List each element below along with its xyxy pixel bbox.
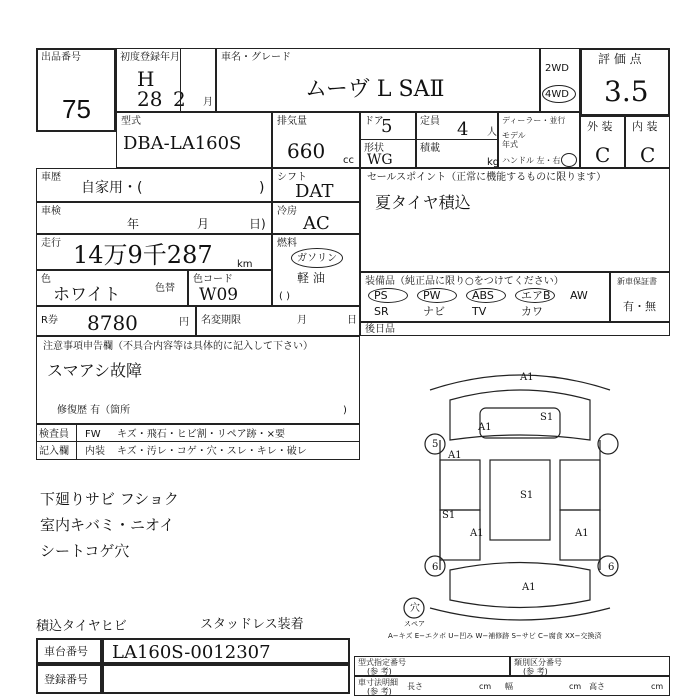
equipment-circle [515, 288, 555, 303]
exterior-label: 外 装 [587, 120, 613, 133]
doors: 5 [381, 116, 393, 137]
fuel-diesel: 軽 油 [297, 271, 325, 285]
displacement-cell [272, 112, 360, 168]
fuel-other: ( ) [279, 291, 290, 302]
chassis-number: LA160S-0012307 [112, 642, 271, 663]
interior-grade: C [640, 143, 656, 167]
note-seat-burn: シートコゲ穴 [40, 542, 130, 560]
notes-label: 注意事項申告欄（不具合内容等は具体的に記入して下さい） [43, 341, 313, 352]
chassis-label-cell [36, 638, 102, 664]
handle-right-circle [561, 153, 577, 167]
history-cell [36, 168, 272, 202]
size-width-cm: cm [569, 682, 582, 691]
load-label: 積載 [420, 143, 440, 154]
damage-mark: A1 [522, 582, 536, 593]
shape: WG [367, 152, 393, 168]
inspector-items-exterior: キズ・飛石・ヒビ割・リペア跡・×要 [117, 429, 285, 440]
lot-number-label: 出品番号 [41, 52, 81, 63]
inspection-day: 日) [249, 217, 266, 231]
dereg-cell [196, 306, 360, 336]
equipment-item: ABS [472, 289, 494, 302]
history-close: ) [259, 180, 265, 196]
reg-number-cell [102, 664, 350, 694]
cooling-label: 冷房 [277, 206, 297, 217]
damage-mark: S1 [520, 490, 534, 501]
inspection-cell [36, 202, 272, 234]
fuel-gasoline-circle [291, 248, 343, 268]
drive-4wd-circle [542, 85, 576, 103]
repair-history-close: ) [343, 405, 347, 416]
dereg-label: 名変期限 [201, 315, 241, 326]
damage-mark: A1 [448, 450, 462, 461]
size-width: 幅 [505, 682, 513, 691]
shift-label: シフト [277, 172, 307, 183]
inspector-cell [36, 424, 360, 460]
reg-divider [180, 48, 181, 112]
class-no-cell [510, 656, 670, 676]
displacement-label: 排気量 [277, 116, 307, 127]
inspection-label: 車検 [41, 206, 61, 217]
size-length: 長さ [407, 682, 423, 691]
mileage-unit: km [237, 259, 253, 270]
type-no-cell [354, 656, 510, 676]
reg-number-label: 登録番号 [44, 673, 88, 686]
displacement: 660 [287, 139, 326, 163]
equipment-item: ナビ [423, 305, 445, 318]
equipment-label: 装備品（純正品に限り○をつけてください） [365, 276, 564, 287]
lot-number-cell [36, 48, 116, 132]
equipment-item: エアB [521, 289, 551, 302]
recycle-unit: 円 [179, 317, 189, 328]
capacity-unit: 人 [487, 127, 497, 138]
damage-legend: A−キズ E−エクボ U−凹み W−補修跡 S−サビ C−腐食 XX−交換済 [388, 632, 602, 640]
right-door-front [560, 460, 600, 510]
inspector-mid [36, 441, 360, 442]
after-items-cell [360, 322, 670, 336]
inspector-div [76, 424, 77, 460]
drive-2wd: 2WD [545, 63, 569, 74]
size-label: 車寸法明細 [358, 678, 398, 687]
class-no-sub: (参 考) [523, 667, 548, 676]
notes-text: スマアシ故障 [47, 361, 143, 380]
shape-label: 形状 [364, 143, 384, 154]
score-cell [580, 48, 670, 116]
recycle-fee: 8780 [87, 311, 138, 335]
damage-mark: A1 [520, 372, 534, 383]
equipment-item: SR [374, 305, 389, 318]
equipment-item: カワ [521, 305, 543, 318]
drive-4wd: 4WD [545, 89, 569, 100]
notes-cell [36, 336, 360, 424]
damage-mark: 6 [608, 562, 615, 573]
dealer-cell [498, 112, 580, 168]
note-studless: スタッドレス装着 [200, 617, 304, 632]
sales-point-label: セールスポイント（正常に機能するものに限ります） [367, 172, 607, 183]
car-name-label: 車名・グレード [221, 52, 291, 63]
size-sub: (参 考) [367, 687, 392, 696]
model-cell [116, 112, 272, 168]
dereg-day: 日 [347, 315, 357, 326]
inspection-month: 月 [197, 217, 210, 231]
rear-hatch [450, 563, 590, 608]
history-label: 車歴 [41, 172, 61, 183]
inspector-items-interior: キズ・汚レ・コゲ・穴・スレ・キレ・破レ [117, 446, 307, 457]
fuel-gasoline: ガソリン [297, 253, 337, 264]
type-no-sub: (参 考) [367, 667, 392, 676]
damage-mark: A1 [470, 528, 484, 539]
shift-cell [272, 168, 360, 202]
recycle-cell [36, 306, 196, 336]
handle-label: ハンドル 左・右 [502, 156, 561, 165]
damage-mark: S1 [442, 510, 456, 521]
mileage-label: 走行 [41, 238, 61, 249]
interior-cell [625, 116, 670, 168]
dealer-label: ディーラー・並行 [502, 116, 566, 125]
first-registration-label: 初度登録年月 [120, 52, 180, 63]
repair-history-label: 修復歴 有（箇所 [57, 405, 131, 416]
drive-cell [540, 48, 580, 112]
doors-label: ドア [364, 116, 384, 127]
size-length-cm: cm [479, 682, 492, 691]
color-change-label: 色替 [155, 283, 175, 294]
type-no-label: 型式指定番号 [358, 658, 406, 667]
shift: DAT [295, 181, 334, 202]
equipment-item: AW [570, 289, 588, 302]
damage-mark: 5 [432, 439, 439, 450]
car-damage-diagram [370, 340, 670, 630]
mileage: 14万9千287 [73, 241, 213, 269]
doors-shape-cell [360, 112, 416, 168]
interior-label: 内 装 [632, 120, 658, 133]
history: 自家用・( [81, 180, 143, 196]
first-registration-cell [116, 48, 216, 112]
capacity: 4 [457, 119, 469, 140]
color: ホワイト [53, 285, 121, 305]
fuel-label: 燃料 [277, 238, 297, 249]
chassis-number-cell [102, 638, 350, 664]
warranty: 有・無 [623, 300, 656, 313]
dereg-month: 月 [297, 315, 307, 326]
inspection-year: 年 [127, 217, 140, 231]
damage-mark: A1 [575, 528, 589, 539]
color-code-label: 色コード [193, 274, 233, 285]
size-height: 高さ [589, 682, 605, 691]
score-label: 評 価 点 [598, 52, 642, 66]
color-code: W09 [199, 285, 239, 305]
lot-number: 75 [62, 94, 91, 124]
warranty-cell [610, 272, 670, 322]
note-interior-stain: 室内キバミ・ニオイ [40, 516, 175, 534]
warranty-label: 新車保証書 [617, 277, 657, 286]
class-no-label: 類別区分番号 [514, 658, 562, 667]
equipment-item: PS [374, 289, 388, 302]
exterior-cell [580, 116, 625, 168]
color-cell [36, 270, 188, 306]
damage-mark: 穴 [410, 603, 420, 614]
exterior-grade: C [595, 143, 611, 167]
damage-mark: 6 [432, 562, 439, 573]
score-value: 3.5 [604, 75, 649, 108]
note-tire-crack: 積込タイヤヒビ [36, 619, 127, 634]
car-name-cell [216, 48, 540, 112]
mileage-cell [36, 234, 272, 270]
model-label: 型式 [121, 116, 141, 127]
color-code-cell [188, 270, 272, 306]
model-code: DBA-LA160S [123, 133, 242, 154]
spare-label: スペア [404, 620, 425, 628]
equipment-circle [368, 288, 408, 303]
registration-month: 2 [173, 87, 186, 111]
rear-bumper [430, 608, 610, 620]
damage-mark: A1 [478, 422, 492, 433]
sales-point-text: 夏タイヤ積込 [375, 193, 471, 212]
left-door-front [440, 460, 480, 510]
reg-number-label-cell [36, 664, 102, 694]
sales-point-cell [360, 168, 670, 272]
inspector-fw: FW [85, 429, 101, 440]
load-unit: kg [487, 157, 500, 168]
cooling-cell [272, 202, 360, 234]
displacement-unit: cc [343, 155, 354, 166]
chassis-label: 車台番号 [44, 645, 88, 658]
equipment-item: TV [472, 305, 487, 318]
equipment-item: PW [423, 289, 441, 302]
equipment-circle [466, 288, 506, 303]
capacity-label: 定員 [420, 116, 440, 127]
hood [450, 390, 590, 440]
note-underbody-rust: 下廻りサビ フショク [40, 490, 179, 508]
inspector-interior: 内装 [85, 446, 105, 457]
wheel-front-right [598, 434, 618, 454]
color-label: 色 [41, 274, 51, 285]
size-cell [354, 676, 670, 696]
inspector-note-label: 記入欄 [39, 446, 69, 457]
capacity-load-cell [416, 112, 498, 168]
car-name-grade: ムーヴ L SAⅡ [305, 77, 445, 102]
fuel-cell [272, 234, 360, 306]
month-unit: 月 [203, 97, 213, 108]
registration-year: 28 [137, 87, 163, 111]
recycle-label: R券 [41, 315, 58, 326]
size-height-cm: cm [651, 682, 664, 691]
cooling: AC [303, 213, 330, 234]
after-items-label: 後日品 [365, 324, 395, 335]
registration-era: H [137, 67, 155, 91]
inspector-label: 検査員 [39, 429, 69, 440]
model-year-label: モデル年式 [502, 131, 526, 149]
equipment-circle [417, 288, 457, 303]
damage-mark: S1 [540, 412, 554, 423]
